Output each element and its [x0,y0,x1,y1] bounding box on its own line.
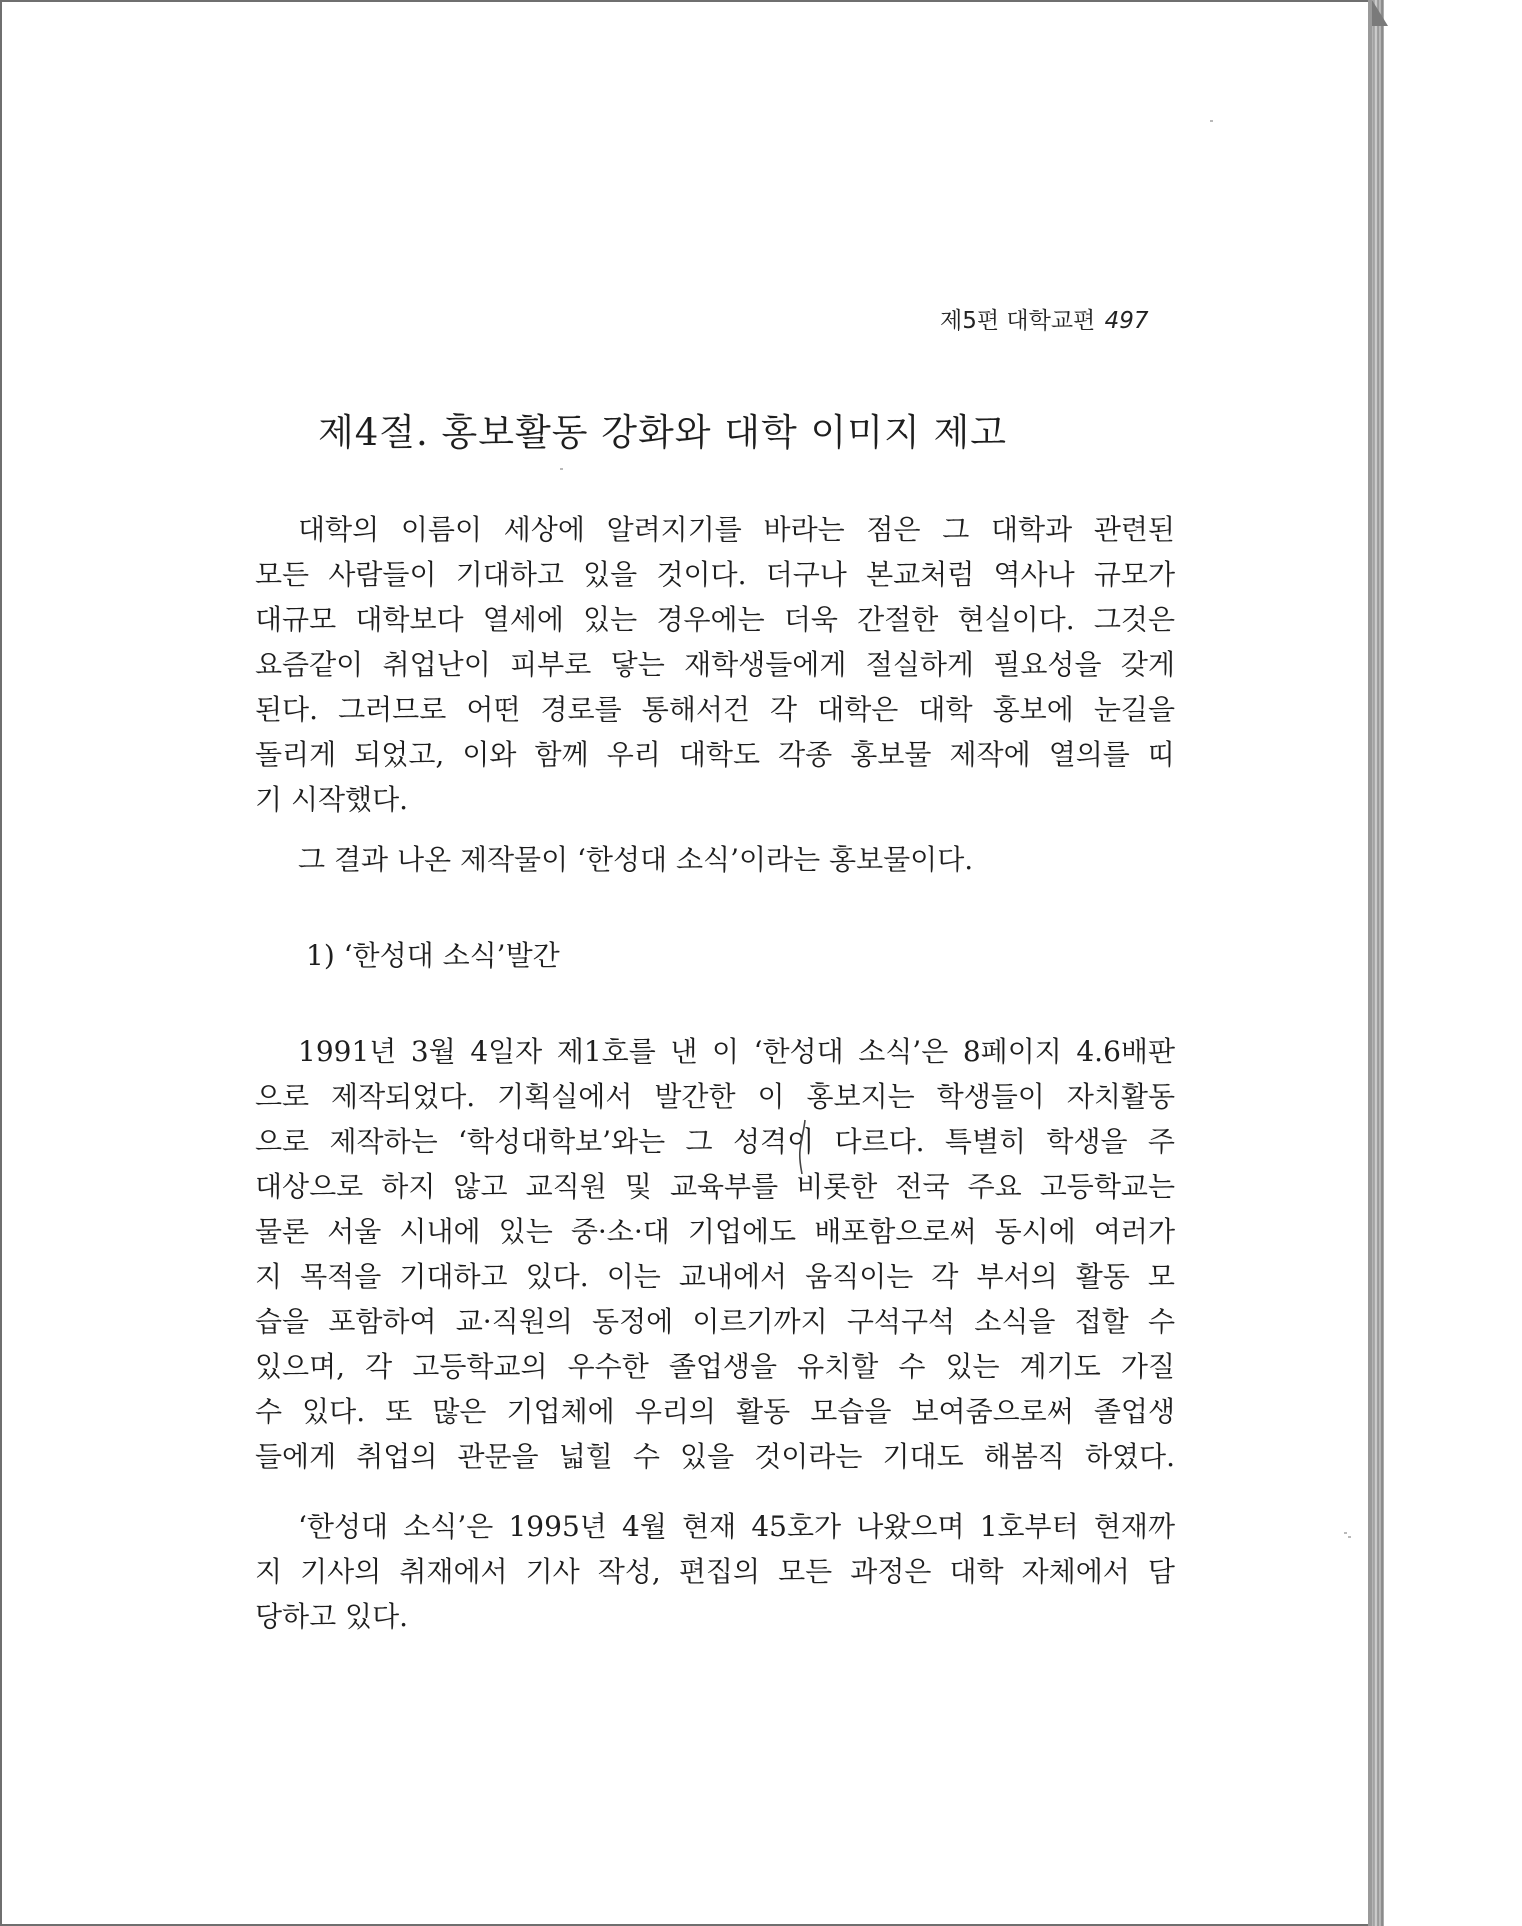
intro-line: 된다. 그러므로 어떤 경로를 통해서건 각 대학은 대학 홍보에 눈길을 [255,693,1175,726]
handwritten-pen-mark [798,1118,808,1176]
body-line: 들에게 취업의 관문을 넓힐 수 있을 것이라는 기대도 해봄직 하였다. [255,1440,1175,1473]
body-line: 으로 제작하는 ‘학성대학보’와는 그 성격이 다르다. 특별히 학생을 주 [255,1125,1175,1158]
body-line: 물론 서울 시내에 있는 중·소·대 기업에도 배포함으로써 동시에 여러가 [255,1215,1175,1248]
body-line: 당하고 있다. [255,1600,409,1633]
body-line: 지 목적을 기대하고 있다. 이는 교내에서 움직이는 각 부서의 활동 모 [255,1260,1175,1293]
scan-speck [1344,1532,1347,1534]
intro-line: 돌리게 되었고, 이와 함께 우리 대학도 각종 홍보물 제작에 열의를 띠 [255,738,1175,771]
intro-line: 대규모 대학보다 열세에 있는 경우에는 더욱 간절한 현실이다. 그것은 [255,603,1175,636]
running-header [940,302,1190,338]
body-line: 1991년 3월 4일자 제1호를 낸 이 ‘한성대 소식’은 8페이지 4.6배판 [298,1035,1175,1068]
body-line: 수 있다. 또 많은 기업체에 우리의 활동 모습을 보여줌으로써 졸업생 [255,1395,1175,1428]
body-line: 대상으로 하지 않고 교직원 및 교육부를 비롯한 전국 주요 고등학교는 [255,1170,1175,1203]
intro-line: 그 결과 나온 제작물이 ‘한성대 소식’이라는 홍보물이다. [298,843,974,876]
intro-line: 기 시작했다. [255,783,409,816]
intro-line: 대학의 이름이 세상에 알려지기를 바라는 점은 그 대학과 관련된 [298,513,1175,546]
page-number: 497 [1104,308,1149,334]
chapter-title: 제4절. 홍보활동 강화와 대학 이미지 제고 [318,411,1007,454]
scan-speck [1348,1536,1351,1538]
scan-speck [560,468,563,470]
page-border-top [0,0,1372,2]
scan-speck [1210,120,1213,122]
body-line: 지 기사의 취재에서 기사 작성, 편집의 모든 과정은 대학 자체에서 담 [255,1555,1175,1588]
body-line: 으로 제작되었다. 기획실에서 발간한 이 홍보지는 학생들이 자치활동 [255,1080,1175,1113]
page-border-left [0,0,2,1926]
body-line: 습을 포함하여 교·직원의 동정에 이르기까지 구석구석 소식을 접할 수 [255,1305,1175,1338]
page-stack-edge [1372,0,1384,1926]
body-line: 있으며, 각 고등학교의 우수한 졸업생을 유치할 수 있는 계기도 가질 [255,1350,1175,1383]
intro-line: 모든 사람들이 기대하고 있을 것이다. 더구나 본교처럼 역사나 규모가 [255,558,1175,591]
running-header-section: 제5편 대학교편 [940,308,1096,334]
subsection-heading: 1) ‘한성대 소식’발간 [306,939,560,972]
intro-line: 요즘같이 취업난이 피부로 닿는 재학생들에게 절실하게 필요성을 갖게 [255,648,1175,681]
body-line: ‘한성대 소식’은 1995년 4월 현재 45호가 나왔으며 1호부터 현재까 [298,1510,1175,1543]
